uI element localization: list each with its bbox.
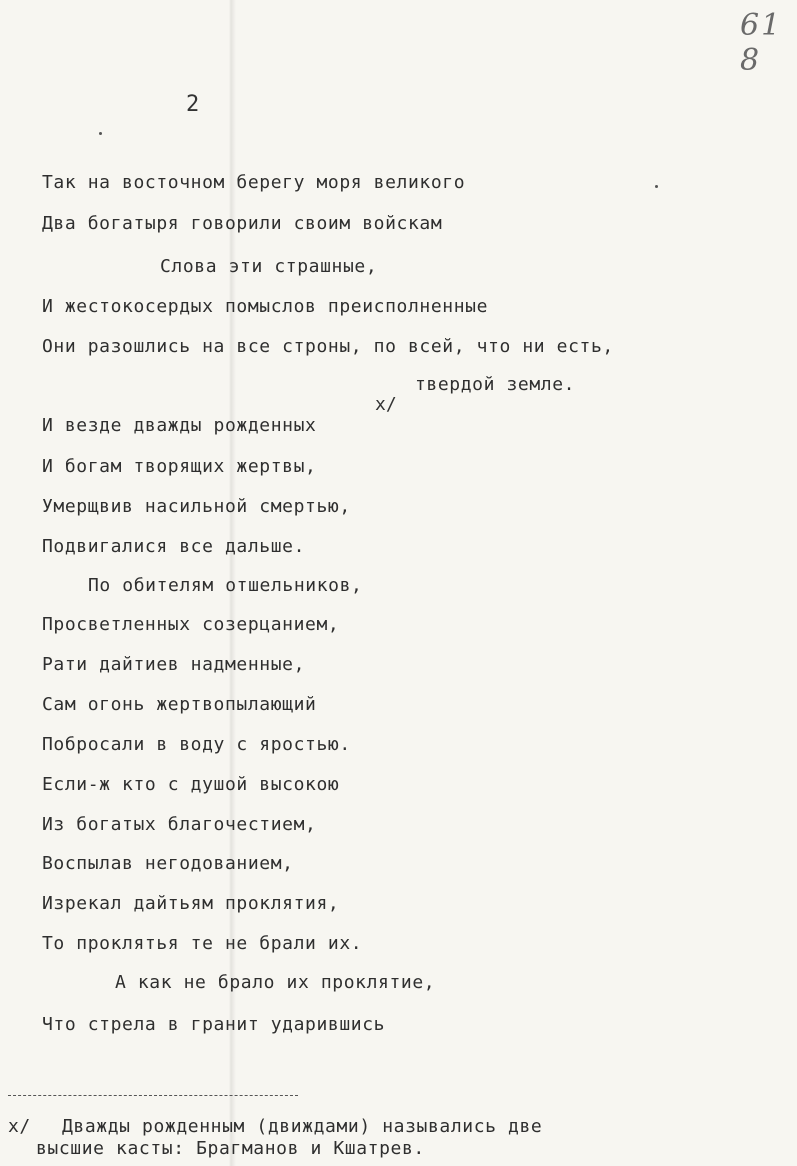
ink-speck — [99, 132, 102, 135]
footnote-text-line: высшие касты: Брагманов и Кшатрев. — [36, 1138, 425, 1159]
footnote-marker: x/ — [8, 1116, 31, 1137]
poem-line: Что стрела в гранит ударившись — [42, 1014, 386, 1035]
poem-line: Изрекал дайтьям проклятия, — [42, 893, 340, 914]
poem-line: Подвигалися все дальше. — [42, 536, 306, 557]
footnote-marker: x/ — [375, 394, 397, 415]
poem-line: По обителям отшельников, — [88, 575, 363, 596]
poem-line: То проклятья те не брали их. — [42, 933, 363, 954]
poem-line: Рати дайтиев надменные, — [42, 654, 306, 675]
poem-line: Два богатыря говорили своим войскам — [42, 213, 443, 234]
footnote-divider — [8, 1095, 298, 1096]
poem-line: Просветленных созерцанием, — [42, 614, 340, 635]
poem-line: твердой земле. — [415, 374, 576, 395]
archive-number: 61 8 — [740, 8, 783, 78]
poem-line: Сам огонь жертвопылающий — [42, 694, 317, 715]
poem-line: Умерщвив насильной смертью, — [42, 496, 351, 517]
footnote-text-line: Дважды рожденным (движдами) назывались две — [62, 1116, 543, 1137]
poem-line: И везде дважды рожденных — [42, 415, 317, 436]
poem-line: Если-ж кто с душой высокою — [42, 774, 340, 795]
poem-line: И богам творящих жертвы, — [42, 456, 317, 477]
poem-line: Побросали в воду с яростью. — [42, 734, 351, 755]
page-number: 2 — [186, 92, 200, 117]
poem-line: Они разошлись на все строны, по всей, что ни есть, — [42, 336, 614, 357]
poem-line: И жестокосердых помыслов преисполненные — [42, 296, 489, 317]
poem-line: Так на восточном берегу моря великого — [42, 172, 466, 193]
poem-line: Из богатых благочестием, — [42, 814, 317, 835]
poem-line: Слова эти страшные, — [160, 256, 378, 277]
ink-speck — [655, 185, 658, 188]
poem-line: Воспылав негодованием, — [42, 853, 294, 874]
poem-line: А как не брало их проклятие, — [115, 972, 436, 993]
